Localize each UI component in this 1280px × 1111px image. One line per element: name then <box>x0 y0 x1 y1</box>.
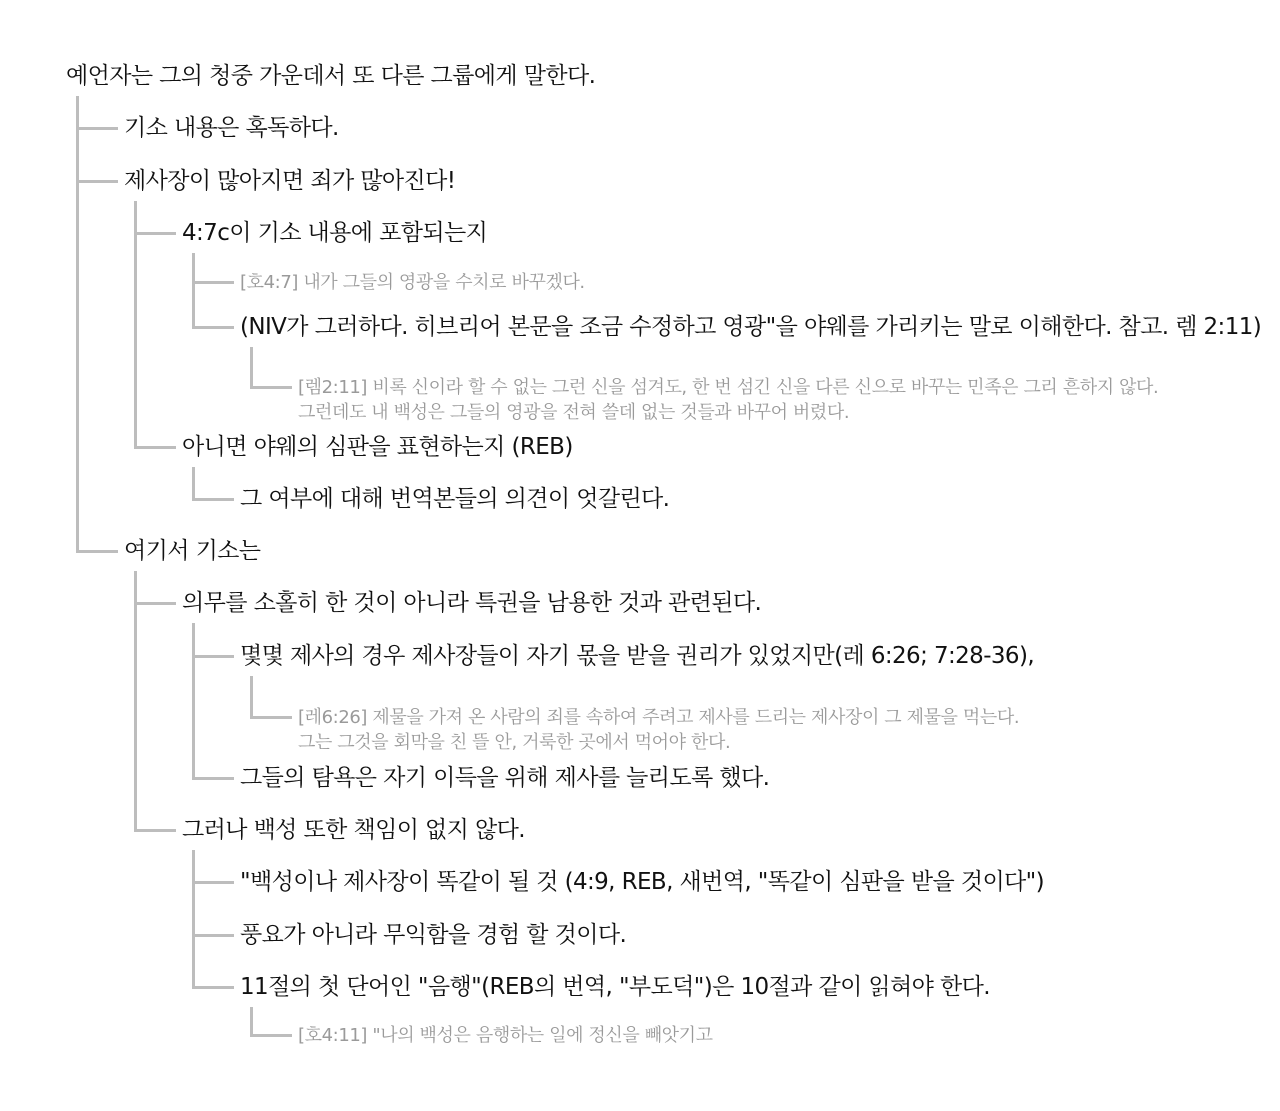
connector-horizontal <box>134 446 176 449</box>
reference-note <box>298 375 1158 425</box>
connector-horizontal <box>76 127 118 130</box>
reference-note <box>298 705 1019 755</box>
connector-horizontal <box>250 1034 292 1037</box>
connector-vertical <box>192 623 195 780</box>
connector-vertical <box>192 253 195 329</box>
outline-node <box>124 167 455 195</box>
connector-horizontal <box>134 602 176 605</box>
node-text: (NIV가 그러하다. 히브리어 본문을 조금 수정하고 영광"을 야웨를 가리키는 말로 이해한다. 참고. 렘 2:11) <box>240 314 1262 340</box>
connector-horizontal <box>76 180 118 183</box>
node-text: 그들의 탐욕은 자기 이득을 위해 제사를 늘리도록 했다. <box>240 765 770 791</box>
connector-vertical <box>134 571 137 832</box>
outline-node <box>182 219 487 247</box>
connector-horizontal <box>192 655 234 658</box>
connector-horizontal <box>250 716 292 719</box>
node-text: 제사장이 많아지면 죄가 많아진다! <box>124 168 456 194</box>
node-text: 11절의 첫 단어인 "음행"(REB의 번역, "부도덕")은 10절과 같이 읽혀야 한다. <box>240 974 990 1000</box>
outline-node <box>240 485 669 513</box>
outline-node <box>182 816 525 844</box>
node-text: 4:7c이 기소 내용에 포함되는지 <box>182 220 488 246</box>
node-text: 예언자는 그의 청중 가운데서 또 다른 그룹에게 말한다. <box>66 63 596 89</box>
connector-vertical <box>250 1007 253 1037</box>
reference-note <box>298 1023 713 1048</box>
outline-node <box>240 313 1261 341</box>
node-text: [렘2:11] 비록 신이라 할 수 없는 그런 신을 섬겨도, 한 번 섬긴 신을 다른 신으로 바꾸는 민족은 그리 흔하지 않다. <box>298 377 1159 398</box>
outline-node <box>66 62 595 90</box>
reference-note <box>240 270 585 295</box>
node-text: 여기서 기소는 <box>124 538 261 564</box>
outline-node <box>240 764 769 792</box>
outline-node <box>124 537 260 565</box>
connector-vertical <box>250 676 253 719</box>
node-text-continued: 그런데도 내 백성은 그들의 영광을 전혀 쓸데 없는 것들과 바꾸어 버렸다. <box>298 402 850 423</box>
node-text: 몇몇 제사의 경우 제사장들이 자기 몫을 받을 권리가 있었지만(레 6:26; 7:28-36), <box>240 643 1035 669</box>
outline-node <box>124 114 339 142</box>
node-text: 의무를 소홀히 한 것이 아니라 특권을 남용한 것과 관련된다. <box>182 590 762 616</box>
connector-vertical <box>192 850 195 989</box>
connector-vertical <box>250 347 253 389</box>
connector-horizontal <box>134 232 176 235</box>
outline-node <box>240 921 626 949</box>
node-text: 아니면 야웨의 심판을 표현하는지 (REB) <box>182 434 573 460</box>
node-text: [호4:7] 내가 그들의 영광을 수치로 바꾸겠다. <box>240 271 585 293</box>
connector-horizontal <box>192 881 234 884</box>
node-text: "백성이나 제사장이 똑같이 될 것 (4:9, REB, 새번역, "똑같이 심판을 받을 것이다") <box>240 869 1045 895</box>
outline-node <box>240 868 1044 896</box>
node-text-continued: 그는 그것을 회막을 친 뜰 안, 거룩한 곳에서 먹어야 한다. <box>298 732 731 753</box>
connector-horizontal <box>192 498 234 501</box>
connector-horizontal <box>192 281 234 284</box>
connector-horizontal <box>192 777 234 780</box>
node-text: [호4:11] "나의 백성은 음행하는 일에 정신을 빼앗기고 <box>298 1024 713 1046</box>
connector-horizontal <box>192 986 234 989</box>
connector-horizontal <box>134 829 176 832</box>
outline-node <box>182 589 761 617</box>
outline-node <box>240 973 990 1001</box>
connector-vertical <box>76 96 79 553</box>
connector-horizontal <box>192 934 234 937</box>
connector-vertical <box>134 201 137 449</box>
node-text: 기소 내용은 혹독하다. <box>124 115 339 141</box>
connector-vertical <box>192 467 195 501</box>
connector-horizontal <box>192 326 234 329</box>
connector-horizontal <box>76 550 118 553</box>
node-text: 풍요가 아니라 무익함을 경험 할 것이다. <box>240 922 627 948</box>
connector-horizontal <box>250 386 292 389</box>
node-text: 그러나 백성 또한 책임이 없지 않다. <box>182 817 525 843</box>
outline-node <box>182 433 573 461</box>
node-text: 그 여부에 대해 번역본들의 의견이 엇갈린다. <box>240 486 670 512</box>
node-text: [레6:26] 제물을 가져 온 사람의 죄를 속하여 주려고 제사를 드리는 제사장이 그 제물을 먹는다. <box>298 707 1020 728</box>
outline-node <box>240 642 1034 670</box>
